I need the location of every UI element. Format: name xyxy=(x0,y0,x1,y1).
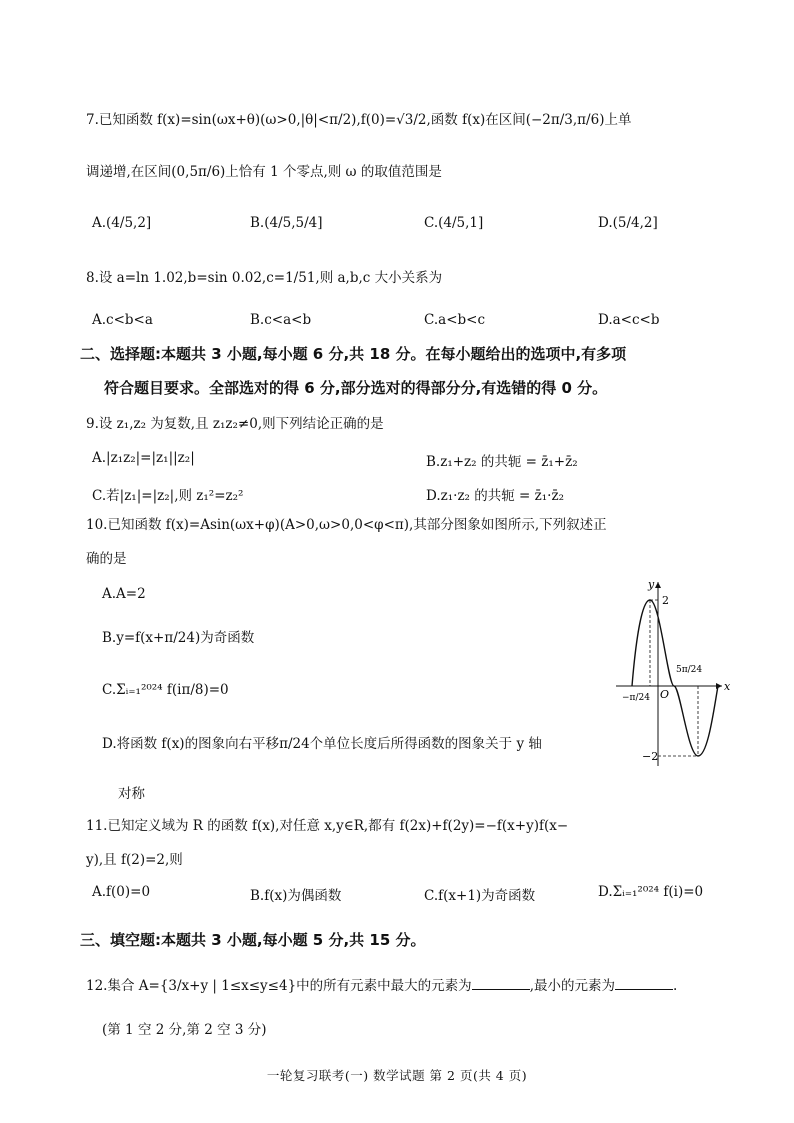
q12-answer-blank-1[interactable] xyxy=(472,977,530,990)
graph-x-arrow xyxy=(716,683,722,689)
q11-option-d: D.Σᵢ₌₁²⁰²⁴ f(i)=0 xyxy=(598,884,704,900)
q7-option-d: D.(5/4,2] xyxy=(598,215,658,231)
q10-stem-line2: 确的是 xyxy=(86,551,127,567)
q9-stem: 9.设 z₁,z₂ 为复数,且 z₁z₂≠0,则下列结论正确的是 xyxy=(86,416,384,432)
graph-left-tick-label: −π/24 xyxy=(622,693,650,703)
q7-options xyxy=(92,215,734,239)
graph-max-label: 2 xyxy=(662,594,669,607)
graph-y-arrow xyxy=(655,582,661,588)
q11-option-c: C.f(x+1)为奇函数 xyxy=(424,888,536,904)
q8-option-b: B.c<a<b xyxy=(250,312,312,328)
graph-y-label: y xyxy=(648,578,655,591)
q7-option-c: C.(4/5,1] xyxy=(424,215,484,231)
graph-right-tick-label: 5π/24 xyxy=(676,665,703,675)
q10-stem-line1: 10.已知函数 f(x)=Asin(ωx+φ)(A>0,ω>0,0<φ<π),其部分图象如图所示,下列叙述正 xyxy=(86,517,607,533)
q12-answer-blank-2[interactable] xyxy=(615,977,673,990)
q12-stem-part2: ,最小的元素为 xyxy=(529,978,615,994)
section3-heading: 三、填空题:本题共 3 小题,每小题 5 分,共 15 分。 xyxy=(80,931,426,949)
q11-option-a: A.f(0)=0 xyxy=(92,884,151,900)
q11-stem-line1: 11.已知定义域为 R 的函数 f(x),对任意 x,y∈R,都有 f(2x)+f(2y)=−f(x+y)f(x− xyxy=(86,818,569,834)
q8-options xyxy=(92,312,734,336)
q10-option-d-line2: 对称 xyxy=(118,786,145,802)
q9-option-b: B.z₁+z₂ 的共轭 = z̄₁+z̄₂ xyxy=(426,454,578,470)
q12-stem-end: . xyxy=(672,978,678,994)
q9-options-row1 xyxy=(92,450,734,474)
q7-option-a: A.(4/5,2] xyxy=(92,215,152,231)
q10-option-a: A.A=2 xyxy=(102,586,146,602)
q12-score-note: (第 1 空 2 分,第 2 空 3 分) xyxy=(102,1022,267,1038)
q8-option-d: D.a<c<b xyxy=(598,312,660,328)
graph-curve xyxy=(632,600,718,756)
page-footer: 一轮复习联考(一) 数学试题 第 2 页(共 4 页) xyxy=(266,1068,528,1083)
graph-origin-label: O xyxy=(660,688,670,701)
q10-option-c: C.Σᵢ₌₁²⁰²⁴ f(iπ/8)=0 xyxy=(102,682,229,698)
q10-option-d-line1: D.将函数 f(x)的图象向右平移π/24个单位长度后所得函数的图象关于 y 轴 xyxy=(102,736,542,752)
q8-stem: 8.设 a=ln 1.02,b=sin 0.02,c=1/51,则 a,b,c 大小关系为 xyxy=(86,270,443,286)
q8-option-c: C.a<b<c xyxy=(424,312,486,328)
q10-function-graph xyxy=(610,578,740,768)
q7-option-b: B.(4/5,5/4] xyxy=(250,215,323,231)
q9-option-a: A.|z₁z₂|=|z₁||z₂| xyxy=(92,450,195,466)
graph-min-label: −2 xyxy=(642,750,659,763)
q12-stem xyxy=(86,976,734,996)
q9-option-d: D.z₁·z₂ 的共轭 = z̄₁·z̄₂ xyxy=(426,488,564,504)
q7-stem-line2: 调递增,在区间(0,5π/6)上恰有 1 个零点,则 ω 的取值范围是 xyxy=(86,164,442,180)
graph-x-label: x xyxy=(724,680,731,693)
q11-option-b: B.f(x)为偶函数 xyxy=(250,888,342,904)
q10-option-b: B.y=f(x+π/24)为奇函数 xyxy=(102,630,255,646)
q11-stem-line2: y),且 f(2)=2,则 xyxy=(86,852,183,868)
section2-heading-line1: 二、选择题:本题共 3 小题,每小题 6 分,共 18 分。在每小题给出的选项中,有多项 xyxy=(80,345,627,363)
section2-heading-line2: 符合题目要求。全部选对的得 6 分,部分选对的得部分分,有选错的得 0 分。 xyxy=(104,379,608,397)
q12-stem-part1: 12.集合 A={3/x+y | 1≤x≤y≤4}中的所有元素中最大的元素为 xyxy=(86,978,472,994)
q9-option-c: C.若|z₁|=|z₂|,则 z₁²=z₂² xyxy=(92,488,244,504)
q9-options-row2 xyxy=(92,484,734,508)
q8-option-a: A.c<b<a xyxy=(92,312,153,328)
q7-stem-line1: 7.已知函数 f(x)=sin(ωx+θ)(ω>0,|θ|<π/2),f(0)=√3/2,函数 f(x)在区间(−2π/3,π/6)上单 xyxy=(86,112,632,128)
q11-options xyxy=(92,884,734,908)
